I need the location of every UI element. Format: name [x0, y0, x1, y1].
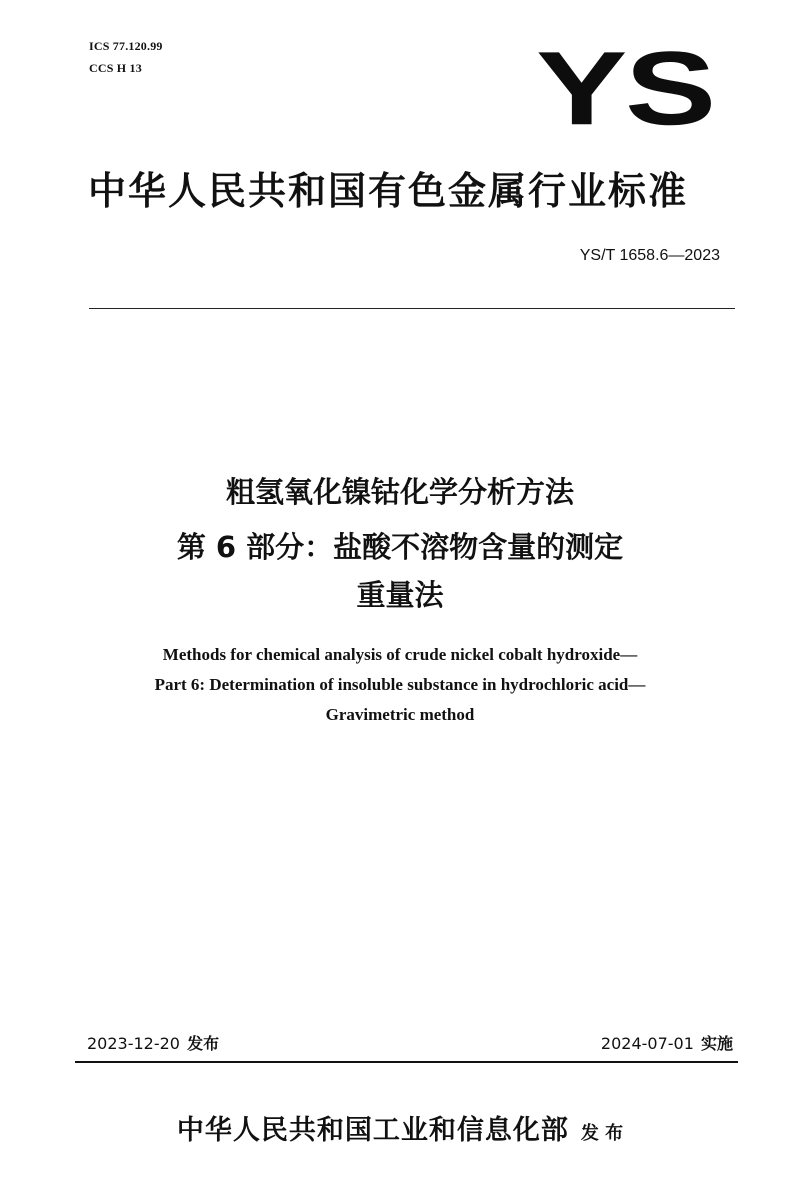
standard-category-title: 中华人民共和国有色金属行业标准: [88, 169, 689, 213]
publisher-line: [0, 1108, 800, 1147]
standard-number: YS/T 1658.6—2023: [579, 247, 720, 264]
chinese-title-line-3: 重量法: [356, 578, 444, 612]
english-title-line-2: Part 6: Determination of insoluble substance in hydrochloric acid—: [154, 675, 646, 694]
english-title-line-1: Methods for chemical analysis of crude nickel cobalt hydroxide—: [162, 645, 638, 664]
issue-date-value: 2023-12-20: [87, 1034, 180, 1053]
chinese-title-line-2: 第 6 部分：盐酸不溶物含量的测定: [176, 530, 624, 564]
publisher-suffix: 发 布: [580, 1123, 624, 1144]
header-divider: [89, 308, 735, 309]
implementation-date-label: 实施: [700, 1034, 733, 1053]
footer-divider: [75, 1061, 738, 1063]
implementation-date: [601, 1034, 733, 1054]
issue-date-label: 发布: [187, 1034, 220, 1053]
implementation-date-value: 2024-07-01: [600, 1034, 694, 1053]
chinese-title-line-1: 粗氢氧化镍钴化学分析方法: [225, 475, 574, 509]
ics-code: ICS 77.120.99: [89, 39, 163, 53]
ys-logo: YS: [536, 29, 714, 147]
publisher-name: 中华人民共和国工业和信息化部: [176, 1115, 569, 1146]
ccs-code: CCS H 13: [89, 61, 142, 75]
english-title-line-3: Gravimetric method: [325, 705, 475, 724]
issue-date: [87, 1034, 219, 1054]
